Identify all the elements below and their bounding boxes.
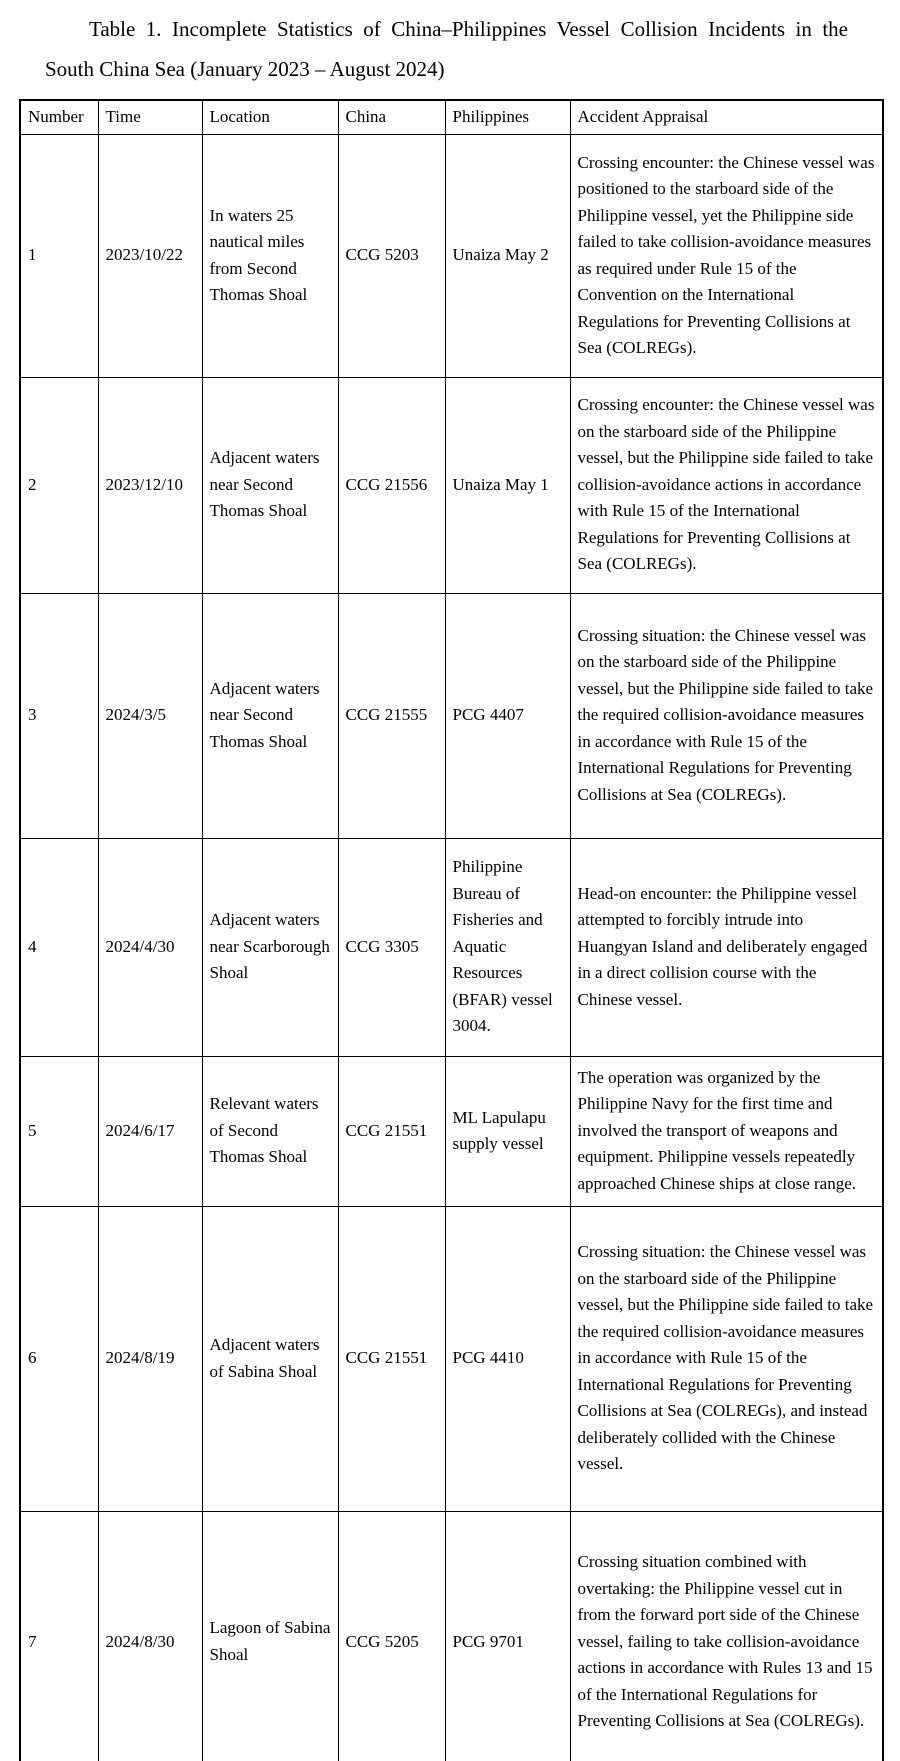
header-location: Location [202, 100, 338, 134]
cell-number: 2 [20, 377, 98, 593]
cell-china: CCG 5203 [338, 134, 445, 377]
cell-china: CCG 21555 [338, 593, 445, 838]
table-title: Table 1. Incomplete Statistics of China–Philippines Vessel Collision Incidents in the South China Sea (January 2023 – August 2024) [45, 17, 848, 81]
table-row [20, 1056, 883, 1206]
cell-china: CCG 5205 [338, 1511, 445, 1761]
cell-number: 6 [20, 1206, 98, 1511]
cell-appraisal: Crossing encounter: the Chinese vessel was on the starboard side of the Philippine vessel, but the Philippine side failed to take collision-avoidance actions in accordance with Rule 15 of the International Regulations for Preventing Collisions at Sea (COLREGs). [570, 377, 883, 593]
header-philippines: Philippines [445, 100, 570, 134]
cell-number: 3 [20, 593, 98, 838]
incidents-table [19, 99, 884, 1761]
cell-location: Relevant waters of Second Thomas Shoal [202, 1056, 338, 1206]
cell-philippines: Philippine Bureau of Fisheries and Aquatic Resources (BFAR) vessel 3004. [445, 838, 570, 1056]
cell-time: 2024/4/30 [98, 838, 202, 1056]
cell-location: Lagoon of Sabina Shoal [202, 1511, 338, 1761]
cell-number: 7 [20, 1511, 98, 1761]
cell-appraisal: Crossing encounter: the Chinese vessel was positioned to the starboard side of the Philippine vessel, yet the Philippine side failed to take collision-avoidance measures as required under Rule 15 of the Convention on the International Regulations for Preventing Collisions at Sea (COLREGs). [570, 134, 883, 377]
cell-philippines: PCG 9701 [445, 1511, 570, 1761]
cell-philippines: Unaiza May 1 [445, 377, 570, 593]
cell-time: 2024/8/30 [98, 1511, 202, 1761]
cell-time: 2023/12/10 [98, 377, 202, 593]
table-row [20, 838, 883, 1056]
table-row [20, 1206, 883, 1511]
table-row [20, 134, 883, 377]
cell-china: CCG 21551 [338, 1206, 445, 1511]
cell-location: Adjacent waters near Second Thomas Shoal [202, 377, 338, 593]
cell-appraisal: Crossing situation: the Chinese vessel was on the starboard side of the Philippine vessel, but the Philippine side failed to take the required collision-avoidance measures in accordance with Rule 15 of the International Regulations for Preventing Collisions at Sea (COLREGs). [570, 593, 883, 838]
cell-china: CCG 21551 [338, 1056, 445, 1206]
cell-china: CCG 3305 [338, 838, 445, 1056]
cell-appraisal: Head-on encounter: the Philippine vessel attempted to forcibly intrude into Huangyan Island and deliberately engaged in a direct collision course with the Chinese vessel. [570, 838, 883, 1056]
cell-appraisal: The operation was organized by the Philippine Navy for the first time and involved the transport of weapons and equipment. Philippine vessels repeatedly approached Chinese ships at close range. [570, 1056, 883, 1206]
cell-number: 1 [20, 134, 98, 377]
cell-philippines: PCG 4410 [445, 1206, 570, 1511]
cell-location: In waters 25 nautical miles from Second Thomas Shoal [202, 134, 338, 377]
header-time: Time [98, 100, 202, 134]
cell-number: 5 [20, 1056, 98, 1206]
table-row [20, 377, 883, 593]
cell-time: 2024/8/19 [98, 1206, 202, 1511]
header-row [20, 100, 883, 134]
cell-location: Adjacent waters near Scarborough Shoal [202, 838, 338, 1056]
cell-time: 2023/10/22 [98, 134, 202, 377]
cell-number: 4 [20, 838, 98, 1056]
cell-philippines: PCG 4407 [445, 593, 570, 838]
cell-location: Adjacent waters near Second Thomas Shoal [202, 593, 338, 838]
cell-location: Adjacent waters of Sabina Shoal [202, 1206, 338, 1511]
header-accident-appraisal: Accident Appraisal [570, 100, 883, 134]
cell-philippines: ML Lapulapu supply vessel [445, 1056, 570, 1206]
cell-china: CCG 21556 [338, 377, 445, 593]
cell-time: 2024/6/17 [98, 1056, 202, 1206]
header-number: Number [20, 100, 98, 134]
cell-time: 2024/3/5 [98, 593, 202, 838]
cell-appraisal: Crossing situation combined with overtaking: the Philippine vessel cut in from the forward port side of the Chinese vessel, failing to take collision-avoidance actions in accordance with Rules 13 and 15 of the International Regulations for Preventing Collisions at Sea (COLREGs). [570, 1511, 883, 1761]
table-row [20, 1511, 883, 1761]
table-row [20, 593, 883, 838]
cell-philippines: Unaiza May 2 [445, 134, 570, 377]
header-china: China [338, 100, 445, 134]
cell-appraisal: Crossing situation: the Chinese vessel was on the starboard side of the Philippine vessel, but the Philippine side failed to take the required collision-avoidance measures in accordance with Rule 15 of the International Regulations for Preventing Collisions at Sea (COLREGs), and instead deliberately collided with the Chinese vessel. [570, 1206, 883, 1511]
